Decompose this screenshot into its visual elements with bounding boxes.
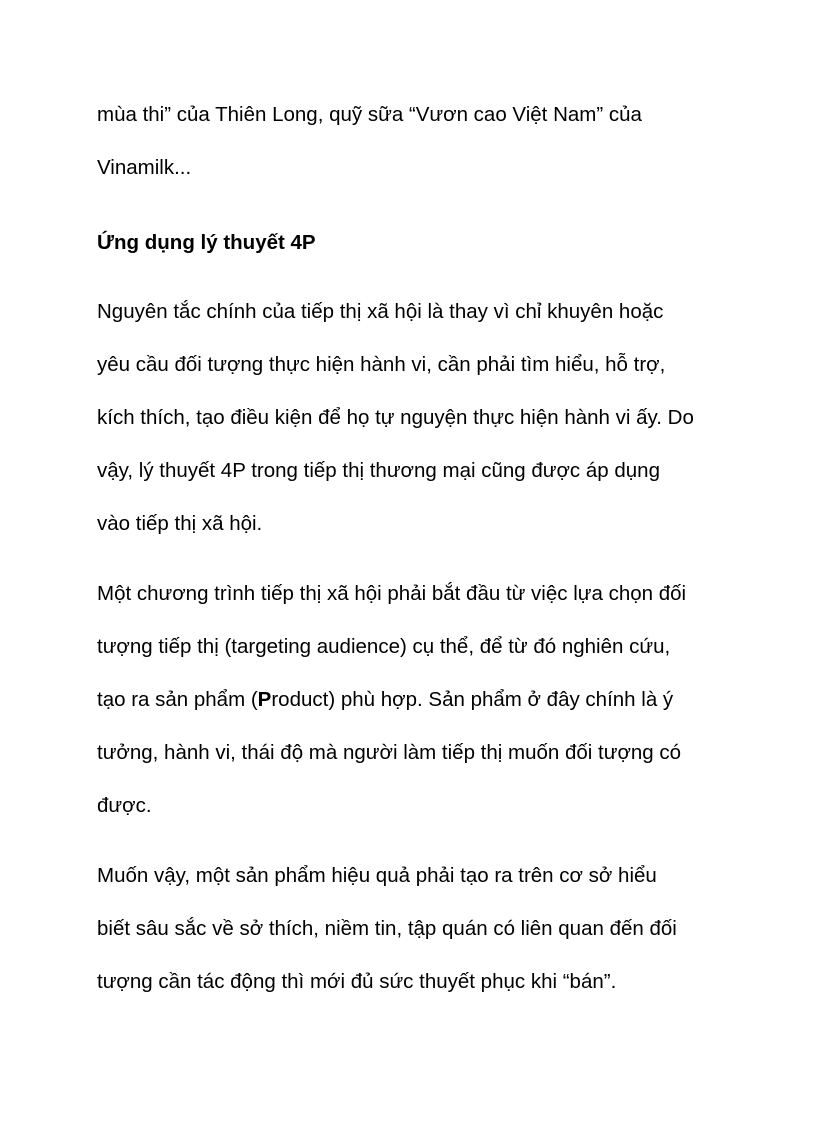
paragraph3-line-2: biết sâu sắc về sở thích, niềm tin, tập quán có liên quan đến đối bbox=[97, 917, 677, 940]
intro-line-2: Vinamilk... bbox=[97, 156, 192, 179]
paragraph2-line-3-before: tạo ra sản phẩm ( bbox=[97, 688, 258, 711]
intro-line-1: mùa thi” của Thiên Long, quỹ sữa “Vươn cao Việt Nam” của bbox=[97, 103, 642, 126]
paragraph3-line-3: tượng cần tác động thì mới đủ sức thuyết phục khi “bán”. bbox=[97, 970, 617, 993]
paragraph2-line-3 bbox=[97, 687, 673, 713]
paragraph2-line-2: tượng tiếp thị (targeting audience) cụ thể, để từ đó nghiên cứu, bbox=[97, 635, 671, 658]
paragraph1-line-4: vậy, lý thuyết 4P trong tiếp thị thương mại cũng được áp dụng bbox=[97, 459, 660, 482]
product-initial-bold: P bbox=[257, 688, 272, 711]
paragraph2-line-5: được. bbox=[97, 794, 152, 817]
paragraph1-line-3: kích thích, tạo điều kiện để họ tự nguyện thực hiện hành vi ấy. Do bbox=[97, 406, 694, 429]
paragraph2-line-1: Một chương trình tiếp thị xã hội phải bắt đầu từ việc lựa chọn đối bbox=[97, 582, 687, 605]
paragraph1-line-1: Nguyên tắc chính của tiếp thị xã hội là thay vì chỉ khuyên hoặc bbox=[97, 300, 664, 323]
paragraph1-line-2: yêu cầu đối tượng thực hiện hành vi, cần phải tìm hiểu, hỗ trợ, bbox=[97, 353, 666, 376]
paragraph2-line-4: tưởng, hành vi, thái độ mà người làm tiếp thị muốn đối tượng có bbox=[97, 741, 682, 764]
paragraph1-line-5: vào tiếp thị xã hội. bbox=[97, 512, 263, 535]
section-heading: Ứng dụng lý thuyết 4P bbox=[97, 231, 316, 254]
paragraph3-line-1: Muốn vậy, một sản phẩm hiệu quả phải tạo ra trên cơ sở hiểu bbox=[97, 864, 657, 887]
paragraph2-line-3-after: roduct) phù hợp. Sản phẩm ở đây chính là ý bbox=[271, 688, 674, 711]
